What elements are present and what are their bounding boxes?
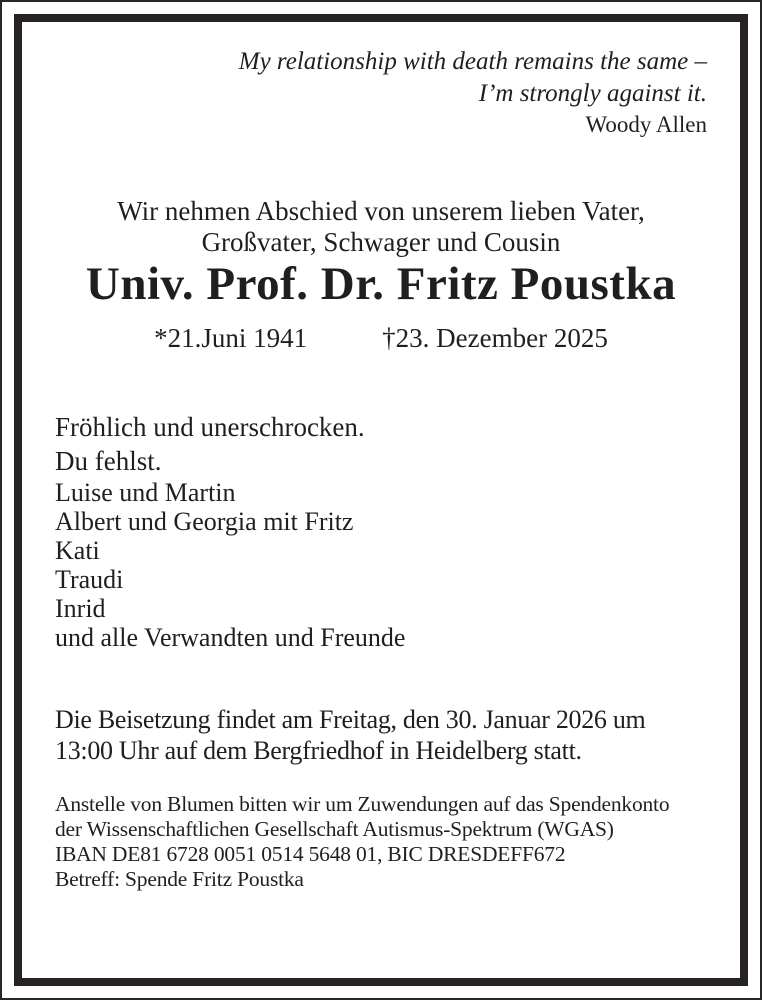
farewell-message (55, 410, 707, 478)
farewell-intro (55, 196, 707, 258)
inner-border-frame (14, 14, 748, 986)
epigraph-line-2: I’m strongly against it. (478, 80, 707, 107)
mourner-item: Traudi (55, 565, 124, 594)
mourner-item: Albert und Georgia mit Fritz (55, 507, 354, 536)
death-date: †23. Dezember 2025 (382, 323, 608, 353)
donation-details (55, 792, 707, 892)
deceased-name: Univ. Prof. Dr. Fritz Poustka (85, 258, 677, 310)
donation-iban-bic: IBAN DE81 6728 0051 0514 5648 01, BIC DRESDEFF672 (55, 842, 566, 866)
donation-details-line-2: der Wissenschaftlichen Gesellschaft Autismus-Spektrum (WGAS) (55, 817, 614, 841)
donation-reference: Betreff: Spende Fritz Poustka (55, 867, 304, 891)
epigraph-line-1: My relationship with death remains the same – (238, 48, 707, 75)
farewell-intro-line-1: Wir nehmen Abschied von unserem lieben Vater, (117, 196, 645, 226)
life-dates (55, 322, 707, 354)
farewell-message-line-1: Fröhlich und unerschrocken. (55, 412, 365, 442)
funeral-details-line-1: Die Beisetzung findet am Freitag, den 30. Januar 2026 um (55, 705, 646, 734)
mourner-item: Kati (55, 536, 100, 565)
donation-details-line-1: Anstelle von Blumen bitten wir um Zuwendungen auf das Spendenkonto (55, 792, 670, 816)
farewell-message-line-2: Du fehlst. (55, 446, 162, 476)
mourner-item: Luise und Martin (55, 478, 236, 507)
funeral-details-line-2: 13:00 Uhr auf dem Bergfriedhof in Heidelberg statt. (55, 736, 582, 765)
funeral-details (55, 704, 707, 766)
mourner-item: und alle Verwandten und Freunde (55, 623, 406, 652)
farewell-intro-line-2: Großvater, Schwager und Cousin (201, 227, 561, 257)
mourner-item: Inrid (55, 594, 106, 623)
birth-date: *21.Juni 1941 (154, 323, 308, 353)
mourners-list (55, 478, 707, 652)
epigraph-attribution: Woody Allen (585, 112, 707, 137)
epigraph-block (55, 46, 707, 140)
